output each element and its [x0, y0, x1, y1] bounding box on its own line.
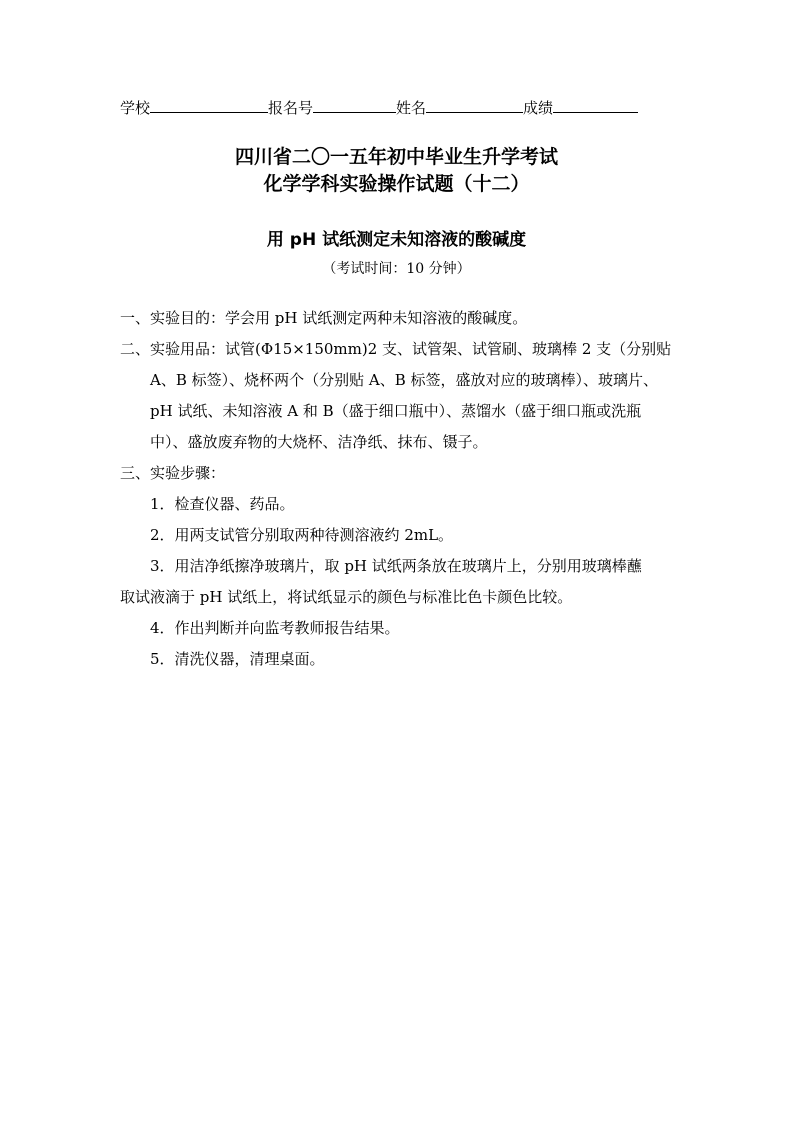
step-3-line-1: 3．用洁净纸擦净玻璃片，取 pH 试纸两条放在玻璃片上，分别用玻璃棒蘸 [150, 557, 642, 575]
step-2: 2．用两支试管分别取两种待测溶液约 2mL。 [150, 526, 454, 544]
step-3-line-2: 取试液滴于 pH 试纸上，将试纸显示的颜色与标准比色卡颜色比较。 [120, 588, 573, 606]
regno-blank [313, 96, 396, 113]
name-blank [426, 96, 523, 113]
materials-line-1: 二、实验用品：试管(Φ15×150mm)2 支、试管架、试管刷、玻璃棒 2 支（分别贴 [120, 340, 672, 358]
step-4: 4．作出判断并向监考教师报告结果。 [150, 619, 400, 637]
candidate-info-line [120, 96, 680, 119]
score-label: 成绩 [523, 99, 554, 117]
score-blank [553, 96, 638, 113]
step-5: 5．清洗仪器，清理桌面。 [150, 650, 325, 668]
school-label: 学校 [120, 99, 151, 117]
exam-title-line1: 四川省二〇一五年初中毕业生升学考试 [234, 146, 558, 168]
school-blank [150, 96, 268, 113]
materials-line-3: pH 试纸、未知溶液 A 和 B（盛于细口瓶中）、蒸馏水（盛于细口瓶或洗瓶 [150, 402, 642, 420]
materials-line-2: A、B 标签）、烧杯两个（分别贴 A、B 标签，盛放对应的玻璃棒）、玻璃片、 [150, 371, 659, 389]
materials-line-4: 中）、盛放废弃物的大烧杯、洁净纸、抹布、镊子。 [150, 433, 488, 451]
steps-heading: 三、实验步骤： [120, 464, 226, 482]
regno-label: 报名号 [268, 99, 314, 117]
experiment-topic: 用 pH 试纸测定未知溶液的酸碱度 [266, 230, 527, 250]
exam-title-line2: 化学学科实验操作试题（十二） [263, 173, 530, 195]
step-1: 1．检查仪器、药品。 [150, 495, 295, 513]
name-label: 姓名 [396, 99, 427, 117]
exam-duration: （考试时间：10 分钟） [322, 261, 471, 277]
purpose-text: 一、实验目的：学会用 pH 试纸测定两种未知溶液的酸碱度。 [120, 309, 528, 327]
